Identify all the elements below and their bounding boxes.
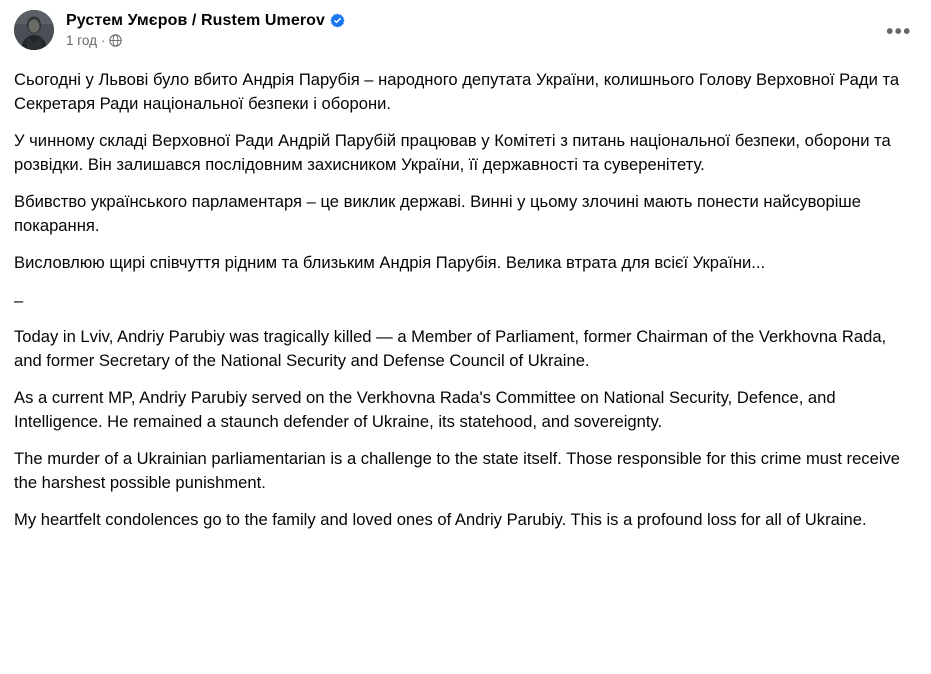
- post-paragraph: Висловлюю щирі співчуття рідним та близьким Андрія Парубія. Велика втрата для всієї України...: [14, 253, 766, 272]
- post-paragraph: У чинному складі Верховної Ради Андрій Парубій працював у Комітеті з питань національної безпеки, оборони та розвідки. Він залишався послідовним захисником України, її державності та суверенітету.: [14, 131, 891, 174]
- avatar[interactable]: [14, 10, 54, 50]
- post-paragraph: My heartfelt condolences go to the family and loved ones of Andriy Parubiy. This is a profound loss for all of Ukraine.: [14, 510, 867, 529]
- post-body: [14, 68, 917, 532]
- author-name[interactable]: Рустем Умєров / Rustem Umerov: [66, 12, 326, 29]
- ellipsis-icon: •••: [886, 21, 912, 43]
- post-author-block: [66, 10, 345, 48]
- author-row: [66, 11, 345, 30]
- post-more-options-button[interactable]: [881, 14, 917, 50]
- post-paragraph: Today in Lviv, Andriy Parubiy was tragically killed — a Member of Parliament, former Chairman of the Verkhovna Rada, and former Secretary of the National Security and Defense Council of Ukraine.: [14, 327, 887, 370]
- post-paragraph-separator: –: [14, 290, 24, 310]
- post-paragraph: As a current MP, Andriy Parubiy served on the Verkhovna Rada's Committee on National Security, Defence, and Intelligence. He remained a staunch defender of Ukraine, its statehood, and sovereignty.: [14, 388, 836, 431]
- post-timestamp[interactable]: 1 год: [66, 33, 97, 48]
- globe-icon[interactable]: [109, 34, 122, 47]
- post-meta: [66, 33, 345, 48]
- verified-badge-icon: [330, 13, 345, 28]
- post-paragraph: Сьогодні у Львові було вбито Андрія Парубія – народного депутата України, колишнього Голову Верховної Ради та Секретаря Ради національної безпеки і оборони.: [14, 70, 900, 113]
- post-paragraph: Вбивство українського парламентаря – це виклик державі. Винні у цьому злочині мають понести найсуворіше покарання.: [14, 192, 861, 235]
- avatar-photo: [14, 10, 54, 50]
- post-paragraph: The murder of a Ukrainian parliamentarian is a challenge to the state itself. Those responsible for this crime must receive the harshest possible punishment.: [14, 449, 901, 492]
- meta-separator: ·: [100, 33, 106, 48]
- post-header: [14, 10, 917, 58]
